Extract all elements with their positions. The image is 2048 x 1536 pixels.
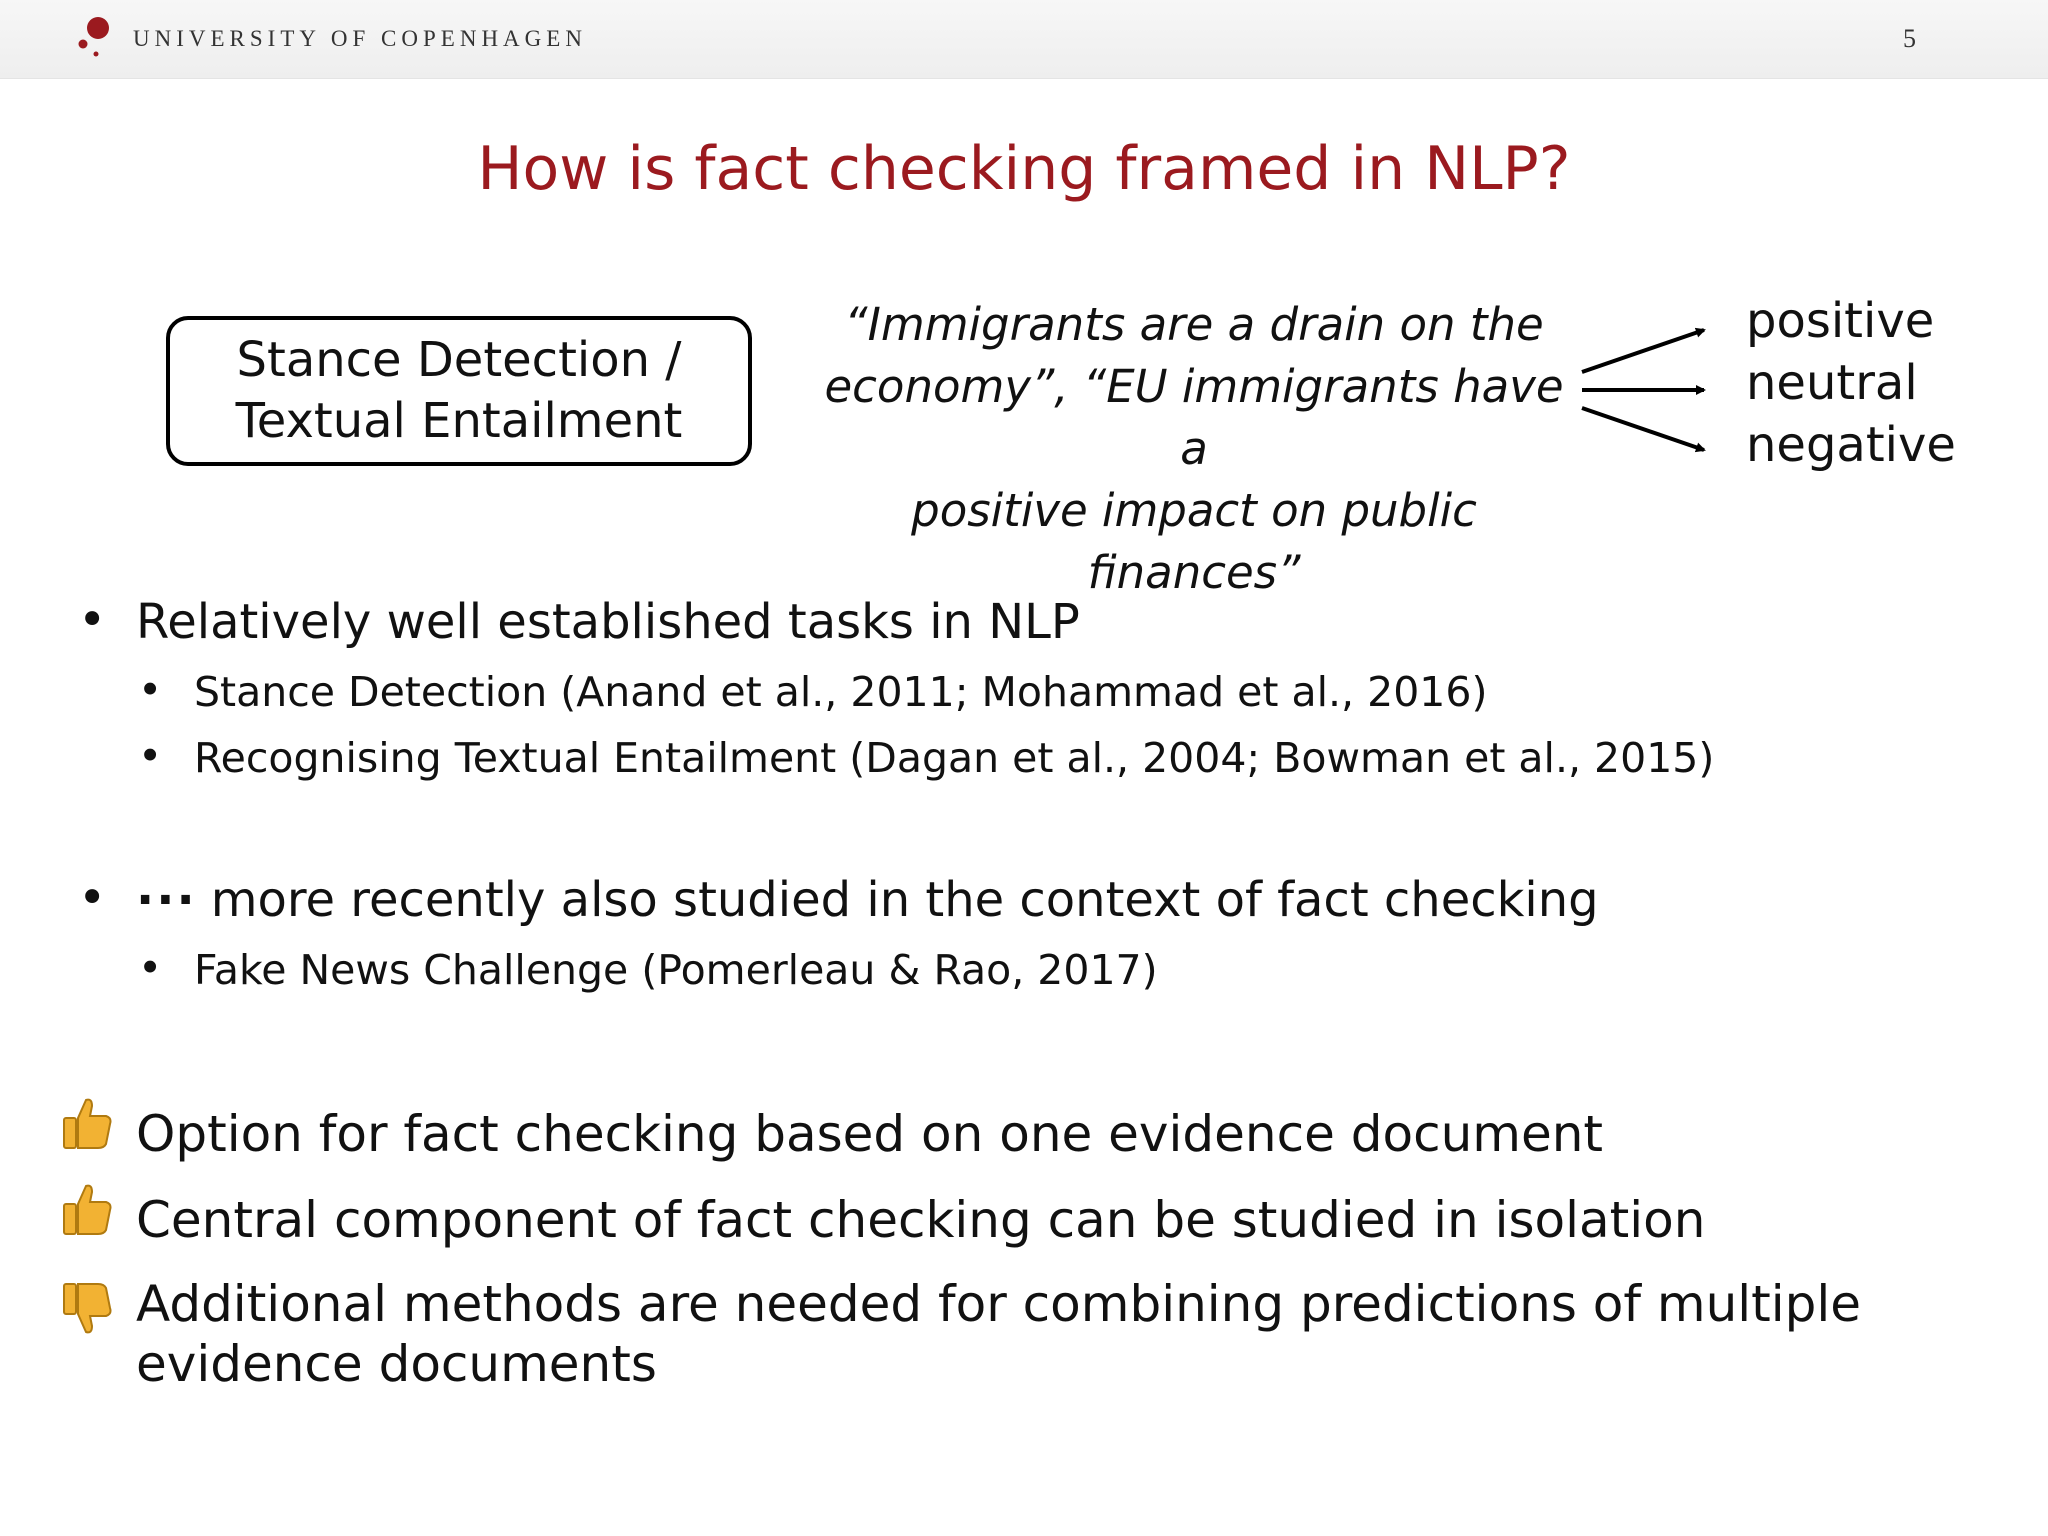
example-quote xyxy=(818,294,1570,604)
stance-labels xyxy=(1746,290,1956,476)
bullet-dot: • xyxy=(78,870,107,926)
task-box-line1: Stance Detection / xyxy=(236,331,682,388)
classification-arrows xyxy=(1576,318,1716,458)
bullet-text: more recently also studied in the context of fact checking xyxy=(210,872,1599,928)
institution-name: UNIVERSITY OF COPENHAGEN xyxy=(133,26,587,51)
sub-bullet-item xyxy=(138,666,1488,716)
sub-bullet-text: Stance Detection (Anand et al., 2011; Mohammad et al., 2016) xyxy=(194,668,1488,716)
thumbs-down-icon xyxy=(60,1280,112,1336)
task-box-line2: Textual Entailment xyxy=(235,393,683,449)
header-bar xyxy=(0,0,2048,79)
ellipsis-prefix: ··· xyxy=(136,872,197,928)
bullet-item xyxy=(78,592,1080,650)
bullet-dot: • xyxy=(138,944,163,992)
slide-title: How is fact checking framed in NLP? xyxy=(477,134,1571,204)
thumbs-up-icon xyxy=(60,1096,112,1152)
pro-item-1: Option for fact checking based on one evidence document xyxy=(136,1105,1604,1163)
bullet-text: Relatively well established tasks in NLP xyxy=(136,594,1080,650)
label-negative: negative xyxy=(1746,417,1956,473)
con-item-1 xyxy=(136,1274,1861,1394)
arrow-down xyxy=(1582,408,1704,450)
pro-item-2: Central component of fact checking can be studied in isolation xyxy=(136,1191,1706,1249)
bullet-dot: • xyxy=(138,732,163,780)
sub-bullet-item xyxy=(138,732,1715,782)
sub-bullet-text: Recognising Textual Entailment (Dagan et al., 2004; Bowman et al., 2015) xyxy=(194,734,1715,782)
bullet-item xyxy=(78,870,1599,928)
label-neutral: neutral xyxy=(1746,355,1918,411)
example-line2: economy”, “EU immigrants have a xyxy=(824,360,1564,475)
con-item-line2: evidence documents xyxy=(136,1335,657,1393)
thumbs-up-icon xyxy=(60,1182,112,1238)
con-item-line1: Additional methods are needed for combining predictions of multiple xyxy=(136,1275,1862,1333)
sub-bullet-item xyxy=(138,944,1158,994)
bullet-dot: • xyxy=(138,666,163,714)
bullet-dot: • xyxy=(78,592,107,648)
arrow-up xyxy=(1582,330,1704,372)
university-seal-icon xyxy=(74,14,114,64)
task-box xyxy=(166,316,752,466)
example-line1: “Immigrants are a drain on the xyxy=(844,298,1544,351)
page-number: 5 xyxy=(1903,24,1916,53)
sub-bullet-text: Fake News Challenge (Pomerleau & Rao, 2017) xyxy=(194,946,1158,994)
example-line3: positive impact on public finances” xyxy=(911,484,1477,599)
label-positive: positive xyxy=(1746,293,1935,349)
